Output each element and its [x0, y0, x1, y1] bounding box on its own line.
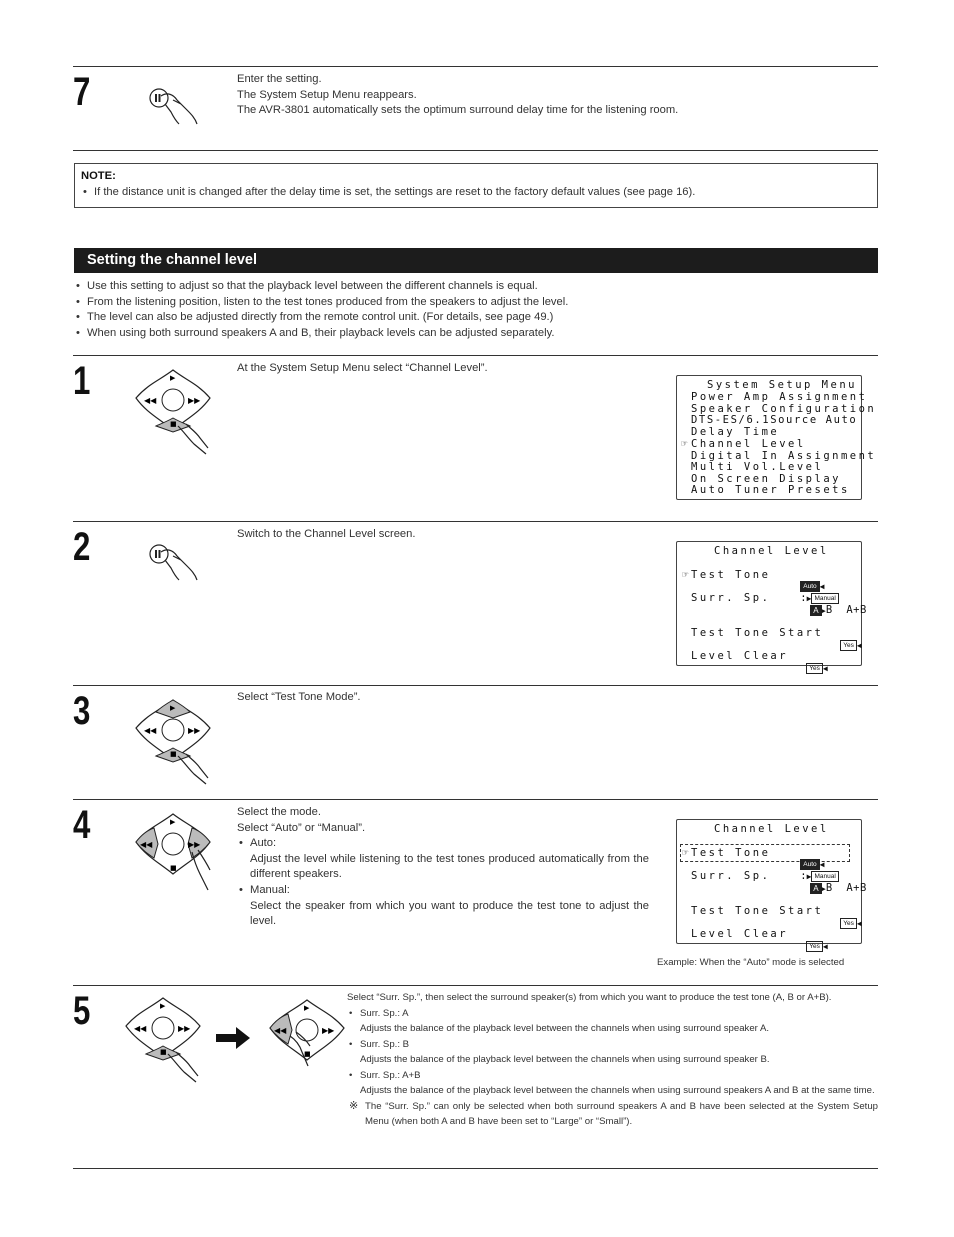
- left-arrow-icon: ◀: [856, 919, 862, 928]
- yes-box: Yes: [840, 918, 857, 929]
- separator: :: [800, 592, 807, 604]
- separator: :: [800, 870, 807, 882]
- auto-option: Auto: [800, 859, 819, 870]
- manual-desc: Select the speaker from which you want to produce the test tone to adjust the level.: [250, 899, 649, 928]
- left-arrow-icon: ◀: [819, 860, 825, 869]
- test-tone-start-label: Test Tone Start: [691, 627, 824, 639]
- option-ab-label: • Surr. Sp.: A+B: [347, 1068, 878, 1084]
- enter-button-hand-icon: [143, 82, 203, 128]
- step2-text: Switch to the Channel Level screen.: [237, 528, 416, 540]
- svg-text:■: ■: [304, 1050, 311, 1058]
- svg-text:◀◀: ◀◀: [144, 396, 157, 405]
- menu-item: DTS-ES/6.1Source Auto: [691, 414, 858, 426]
- step1-text: At the System Setup Menu select “Channel Level”.: [237, 362, 488, 374]
- svg-text:▶▶: ▶▶: [188, 396, 201, 405]
- test-tone-start-label: Test Tone Start: [691, 905, 824, 917]
- menu-item: Multi Vol.Level: [691, 461, 824, 473]
- test-tone-label: Test Tone: [691, 569, 771, 581]
- left-arrow-icon: ◀: [822, 942, 828, 951]
- option-a-label: • Surr. Sp.: A: [347, 1006, 878, 1022]
- channel-level-screen: [676, 541, 867, 673]
- surr-sp-options: [775, 592, 867, 628]
- section-header: [74, 248, 878, 273]
- menu-item: Power Amp Assignment: [691, 391, 868, 403]
- surr-rest-options: B A+B: [825, 604, 867, 616]
- menu-title: System Setup Menu: [707, 379, 857, 391]
- surr-sp-label: Surr. Sp.: [691, 592, 771, 604]
- test-tone-label: Test Tone: [691, 847, 771, 859]
- svg-text:◀◀: ◀◀: [274, 1026, 287, 1035]
- menu-item: On Screen Display: [691, 473, 841, 485]
- svg-text:▶: ▶: [170, 374, 176, 382]
- divider: [73, 685, 878, 686]
- svg-text:▶▶: ▶▶: [188, 840, 201, 849]
- menu-item: Digital In Assignment: [691, 450, 877, 462]
- section-bullet: • From the listening position, listen to the test tones produced from the speakers to adjust the level.: [74, 295, 874, 311]
- auto-desc: Adjust the level while listening to the test tones produced automatically from the different speakers.: [250, 852, 649, 881]
- surr-a-option: A: [810, 883, 821, 894]
- divider: [73, 1168, 878, 1169]
- manual-option: Manual: [811, 593, 838, 604]
- svg-text:◀◀: ◀◀: [144, 726, 157, 735]
- step7-line: The AVR-3801 automatically sets the optimum surround delay time for the listening room.: [237, 104, 679, 117]
- right-arrow-icon: ▶: [806, 594, 812, 603]
- section-bullet: • The level can also be adjusted directly from the remote control unit. (For details, see page 49.): [74, 310, 874, 326]
- divider: [73, 985, 878, 986]
- step4-text: [237, 805, 649, 930]
- step5-intro: Select “Surr. Sp.”, then select the surround speaker(s) from which you want to produce the test tone (A, B or A+B).: [347, 992, 832, 1003]
- step4-line: Select “Auto” or “Manual”.: [237, 821, 366, 834]
- note-text: • If the distance unit is changed after the delay time is set, the settings are reset to the factory default values (see page 16).: [81, 185, 871, 201]
- svg-text:▶▶: ▶▶: [178, 1024, 191, 1033]
- step-number: 2: [73, 525, 91, 569]
- svg-text:■: ■: [170, 420, 177, 428]
- manual-option: Manual: [811, 871, 838, 882]
- left-arrow-icon: ◀: [856, 641, 862, 650]
- divider: [73, 799, 878, 800]
- menu-item: Auto Tuner Presets: [691, 484, 850, 496]
- step7-text: [237, 72, 678, 119]
- step-number: 1: [73, 359, 91, 403]
- left-arrow-icon: ◀: [822, 664, 828, 673]
- svg-text:◀◀: ◀◀: [134, 1024, 147, 1033]
- step7-line: The System Setup Menu reappears.: [237, 88, 417, 101]
- svg-text:■: ■: [160, 1048, 167, 1056]
- svg-text:▶▶: ▶▶: [188, 726, 201, 735]
- channel-level-screen-auto: [676, 819, 867, 951]
- step5-note: [347, 1099, 878, 1130]
- svg-text:■: ■: [170, 750, 177, 758]
- cursor-pad-left-hand-icon: [262, 996, 352, 1090]
- cursor-pad-down-hand-icon: [118, 994, 208, 1088]
- menu-item: Speaker Configuration: [691, 403, 877, 415]
- divider: [73, 66, 878, 67]
- divider: [73, 521, 878, 522]
- surr-sp-options: [775, 870, 867, 906]
- step5-text: [347, 990, 878, 1130]
- yes-box: Yes: [840, 640, 857, 651]
- manual-label: • Manual:: [237, 883, 649, 899]
- cursor-pad-leftright-hand-icon: [128, 810, 218, 904]
- section-bullets: [74, 279, 874, 341]
- yes-box: Yes: [806, 941, 823, 952]
- step3-text: Select “Test Tone Mode”.: [237, 691, 361, 703]
- option-b-label: • Surr. Sp.: B: [347, 1037, 878, 1053]
- option-ab-desc: Adjusts the balance of the playback level between the channels when using surround speakers A and B at the same time.: [360, 1085, 875, 1096]
- option-b-desc: Adjusts the balance of the playback level between the channels when using surround speaker B.: [360, 1054, 770, 1065]
- screen-caption: Example: When the “Auto” mode is selected: [657, 957, 845, 968]
- divider: [73, 150, 878, 151]
- svg-text:▶▶: ▶▶: [322, 1026, 335, 1035]
- svg-text:▶: ▶: [170, 704, 176, 712]
- level-clear-label: Level Clear: [691, 650, 789, 662]
- level-clear-label: Level Clear: [691, 928, 789, 940]
- screen-title: Channel Level: [714, 823, 829, 835]
- left-arrow-icon: ◀: [819, 582, 825, 591]
- option-a-desc: Adjusts the balance of the playback level between the channels when using surround speaker A.: [360, 1023, 770, 1034]
- divider: [73, 355, 878, 356]
- right-arrow-icon: [216, 1027, 250, 1049]
- auto-option: Auto: [800, 581, 819, 592]
- system-setup-menu-screen: [676, 375, 877, 500]
- yes-box: Yes: [806, 663, 823, 674]
- menu-item-selected: Channel Level: [691, 438, 806, 450]
- svg-text:▶: ▶: [170, 818, 176, 826]
- clear-yes-option: [781, 650, 828, 686]
- enter-button-hand-icon: [143, 538, 203, 584]
- cursor-pad-down-hand-icon: [128, 366, 218, 460]
- menu-item: Delay Time: [691, 426, 780, 438]
- menu-cursor-icon: ☞: [681, 438, 688, 450]
- surr-a-option: A: [810, 605, 821, 616]
- auto-label: • Auto:: [237, 836, 649, 852]
- svg-text:◀◀: ◀◀: [140, 840, 153, 849]
- svg-text:▶: ▶: [304, 1004, 310, 1012]
- right-arrow-icon: ▶: [806, 872, 812, 881]
- step4-line: Select the mode.: [237, 806, 321, 818]
- note-title: NOTE:: [81, 170, 116, 182]
- cursor-pad-updown-hand-icon: [128, 696, 218, 790]
- cursor-icon: ☞: [682, 569, 689, 581]
- step7-line: Enter the setting.: [237, 73, 322, 85]
- surr-rest-options: B A+B: [825, 882, 867, 894]
- cursor-icon: ☞: [682, 847, 689, 859]
- surr-sp-label: Surr. Sp.: [691, 870, 771, 882]
- svg-text:■: ■: [170, 864, 177, 872]
- step-number: 5: [73, 989, 91, 1033]
- section-bullet: • Use this setting to adjust so that the playback level between the different channels is equal.: [74, 279, 874, 295]
- section-title: Setting the channel level: [87, 252, 258, 268]
- svg-text:▶: ▶: [160, 1002, 166, 1010]
- step-number: 4: [73, 803, 91, 847]
- screen-title: Channel Level: [714, 545, 829, 557]
- right-arrow-icon: ▶: [821, 607, 826, 615]
- step5-note-text: The “Surr. Sp.” can only be selected when both surround speakers A and B have been selected at the System Setup Menu (when both A and B have been set to “Large” or “Small”).: [365, 1100, 878, 1127]
- step-number: 3: [73, 689, 91, 733]
- reference-mark-icon: ※: [349, 1099, 359, 1112]
- section-bullet: • When using both surround speakers A and B, their playback levels can be adjusted separately.: [74, 326, 874, 342]
- right-arrow-icon: ▶: [821, 885, 826, 893]
- step-number: 7: [73, 70, 91, 114]
- note-box: [74, 163, 878, 208]
